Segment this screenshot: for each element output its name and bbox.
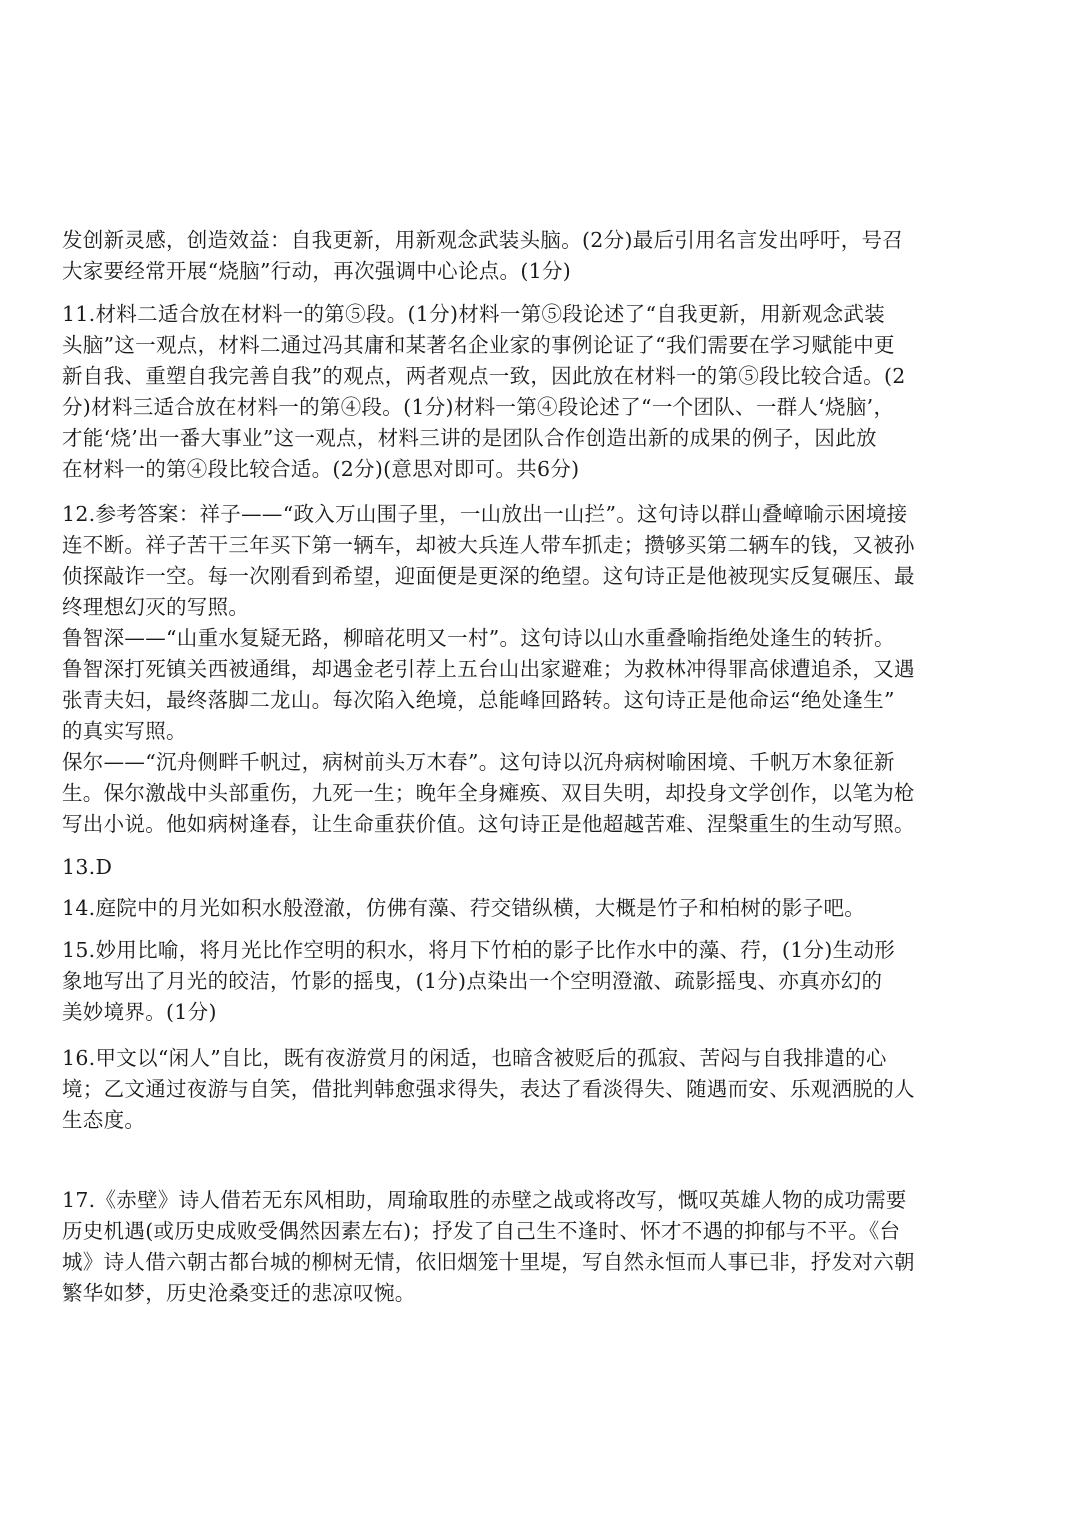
text-line: 新自我、重塑自我完善自我”的观点，两者观点一致，因此放在材料一的第⑤段比较合适。(2 (62, 364, 906, 388)
text-line: 象地写出了月光的皎洁，竹影的摇曳，(1分)点染出一个空明澄澈、疏影摇曳、亦真亦幻的 (62, 969, 883, 993)
text-line: 大家要经常开展“烧脑”行动，再次强调中心论点。(1分) (62, 259, 572, 283)
text-line: 15.妙用比喻，将月光比作空明的积水，将月下竹柏的影子比作水中的藻、荇，(1分)生动形 (62, 938, 896, 962)
text-line: 17.《赤壁》诗人借若无东风相助，周瑜取胜的赤壁之战或将改写，慨叹英雄人物的成功需要 (62, 1188, 907, 1212)
text-line: 境；乙文通过夜游与自笑，借批判韩愈强求得失，表达了看淡得失、随遇而安、乐观洒脱的人 (62, 1077, 915, 1101)
text-line: 的真实写照。 (62, 719, 187, 743)
text-line: 生。保尔激战中头部重伤，九死一生；晚年全身瘫痪、双目失明，却投身文学创作，以笔为枪 (62, 781, 915, 805)
answer-13 (62, 852, 1022, 883)
text-line: 终理想幻灭的写照。 (62, 595, 250, 619)
text-line: 11.材料二适合放在材料一的第⑤段。(1分)材料一第⑤段论述了“自我更新，用新观念武装 (62, 302, 886, 326)
text-line: 生态度。 (62, 1108, 146, 1132)
text-line: 张青夫妇，最终落脚二龙山。每次陷入绝境，总能峰回路转。这句诗正是他命运“绝处逢生” (62, 688, 895, 712)
text-line: 侦探敲诈一空。每一次刚看到希望，迎面便是更深的绝望。这句诗正是他被现实反复碾压、最 (62, 564, 915, 588)
text-line: 才能‘烧’出一番大事业”这一观点，材料三讲的是团队合作创造出新的成果的例子，因此放 (62, 426, 877, 450)
text-line: 美妙境界。(1分) (62, 1000, 217, 1024)
answer-17 (62, 1185, 1022, 1309)
text-line: 13.D (62, 855, 113, 879)
answer-10-continuation (62, 225, 1022, 287)
text-line: 繁华如梦，历史沧桑变迁的悲凉叹惋。 (62, 1281, 416, 1305)
text-line: 连不断。祥子苦干三年买下第一辆车，却被大兵连人带车抓走；攒够买第二辆车的钱，又被孙 (62, 533, 915, 557)
answer-15 (62, 935, 1022, 1028)
answer-16 (62, 1043, 1022, 1136)
text-line: 历史机遇(或历史成败受偶然因素左右)；抒发了自己生不逢时、怀才不遇的抑郁与不平。《台 (62, 1219, 901, 1243)
text-line: 保尔——“沉舟侧畔千帆过，病树前头万木春”。这句诗以沉舟病树喻困境、千帆万木象征新 (62, 750, 895, 774)
text-line: 鲁智深——“山重水复疑无路，柳暗花明又一村”。这句诗以山水重叠喻指绝处逢生的转折。 (62, 626, 895, 650)
text-line: 写出小说。他如病树逢春，让生命重获价值。这句诗正是他超越苦难、涅槃重生的生动写照。 (62, 812, 915, 836)
text-line: 发创新灵感，创造效益：自我更新，用新观念武装头脑。(2分)最后引用名言发出呼吁，号召 (62, 228, 904, 252)
text-line: 头脑”这一观点，材料二通过冯其庸和某著名企业家的事例论证了“我们需要在学习赋能中更 (62, 333, 895, 357)
text-line: 16.甲文以“闲人”自比，既有夜游赏月的闲适，也暗含被贬后的孤寂、苦闷与自我排遣的心 (62, 1046, 887, 1070)
answer-14 (62, 893, 1022, 924)
text-line: 14.庭院中的月光如积水般澄澈，仿佛有藻、荇交错纵横，大概是竹子和柏树的影子吧。 (62, 896, 866, 920)
text-line: 分)材料三适合放在材料一的第④段。(1分)材料一第④段论述了“一个团队、一群人‘烧脑’， (62, 395, 895, 419)
text-line: 城》诗人借六朝古都台城的柳树无情，依旧烟笼十里堤，写自然永恒而人事已非，抒发对六朝 (62, 1250, 915, 1274)
answer-12 (62, 499, 1022, 840)
text-line: 12.参考答案：祥子——“政入万山围子里，一山放出一山拦”。这句诗以群山叠嶂喻示困境接 (62, 502, 908, 526)
text-line: 鲁智深打死镇关西被通缉，却遇金老引荐上五台山出家避难；为救林冲得罪高俅遭追杀，又遇 (62, 657, 915, 681)
text-line: 在材料一的第④段比较合适。(2分)(意思对即可。共6分) (62, 457, 580, 481)
answer-11 (62, 299, 1022, 485)
